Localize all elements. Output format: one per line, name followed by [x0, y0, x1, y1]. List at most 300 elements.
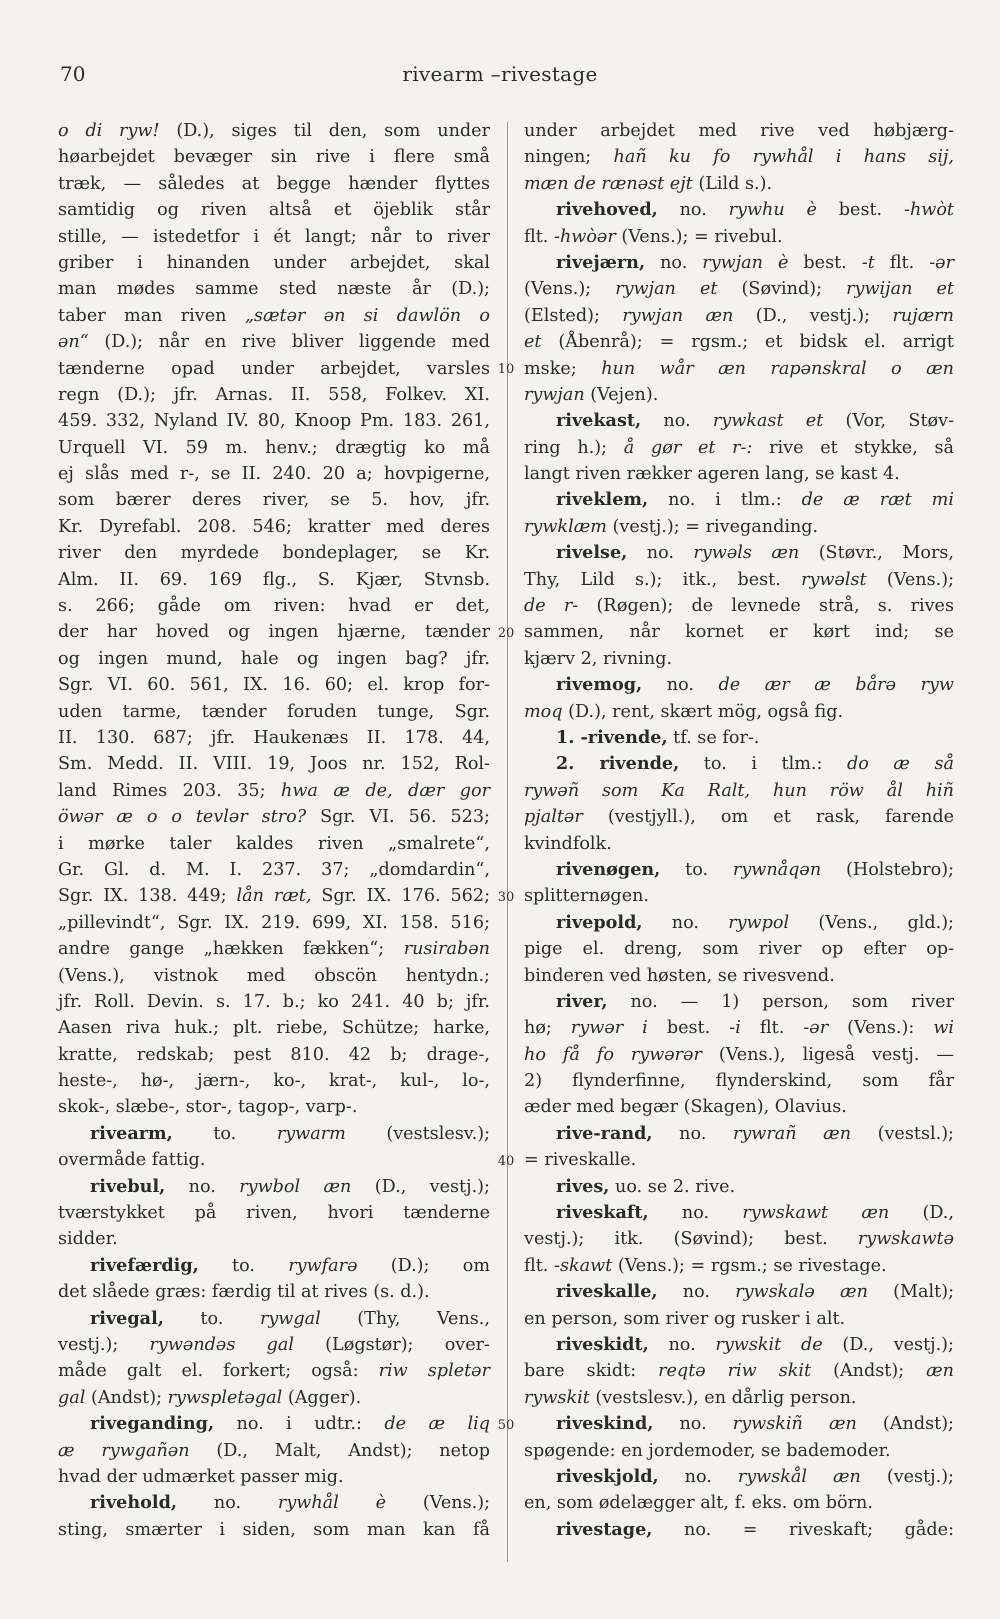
text-line — [58, 1121, 490, 1147]
text-span: (Malt); — [867, 1282, 954, 1303]
text-line — [58, 1147, 490, 1173]
line-number: 40 — [497, 1153, 515, 1169]
text-span: 2) flynderfinne, flynderskind, som får — [524, 1071, 954, 1092]
text-line — [524, 408, 954, 434]
dialect-form: lån ræt, — [236, 886, 312, 907]
text-line — [524, 461, 954, 487]
dialect-form: skawt — [559, 1255, 613, 1276]
text-span: no. i udtr.: — [214, 1414, 385, 1435]
text-span: griber i hinanden under arbejdet, skal — [58, 252, 490, 273]
text-line — [58, 1332, 490, 1358]
text-span: to. — [172, 1123, 277, 1144]
page-number: 70 — [60, 62, 86, 86]
text-span: kratte, redskab; pest 810. 42 b; drage-, — [58, 1044, 490, 1065]
text-line — [58, 989, 490, 1015]
text-span: (D.), rent, skært mög, også fig. — [562, 701, 844, 722]
text-line — [58, 1253, 490, 1279]
text-line — [524, 1358, 954, 1384]
text-line — [58, 408, 490, 434]
text-span: vestj.); — [58, 1334, 150, 1355]
text-line — [58, 1385, 490, 1411]
text-line — [524, 1200, 954, 1226]
text-line — [58, 118, 490, 144]
text-span: no. — [658, 1466, 738, 1487]
text-span: uo. se 2. rive. — [609, 1176, 736, 1197]
headword: river, — [556, 990, 608, 1012]
text-span: overmåde fattig. — [58, 1150, 206, 1171]
text-line — [58, 593, 490, 619]
text-line — [524, 1068, 954, 1094]
text-line — [524, 250, 954, 276]
text-span: (Lild s.). — [692, 173, 773, 194]
dialect-form: rywspletəgal — [167, 1387, 283, 1408]
dialect-form: rywəñ som Ka Ralt, hun röw ål hiñ — [524, 780, 954, 801]
text-line — [58, 144, 490, 170]
dialect-form: rywskawtə — [857, 1229, 954, 1250]
text-span: heste-, hø-, jærn-, ko-, krat-, kul-, lo-, — [58, 1071, 490, 1092]
text-span: (Vens.); = rivebul. — [615, 226, 783, 247]
text-line — [524, 936, 954, 962]
dialect-form: rywrañ æn — [732, 1123, 852, 1144]
dialect-form: mæn de rænəst ejt — [524, 173, 693, 194]
text-span: kvindfolk. — [524, 833, 612, 854]
text-span: sammen, når kornet er kørt ind; se — [524, 622, 954, 643]
text-line — [58, 1438, 490, 1464]
text-line — [58, 382, 490, 408]
text-span: andre gange „hækken fækken“; — [58, 939, 404, 960]
text-span: no. — 1) person, som river — [607, 991, 954, 1012]
dialect-form: gal — [58, 1387, 86, 1408]
dialect-form: rywskiñ æn — [732, 1414, 857, 1435]
text-line — [524, 1464, 954, 1490]
text-span: (D., vestj.); — [733, 305, 893, 326]
text-line — [524, 356, 954, 382]
text-line — [58, 778, 490, 804]
text-line — [524, 1121, 954, 1147]
text-span: og ingen mund, hale og ingen bag? jfr. — [58, 648, 490, 669]
text-span: no. — [642, 912, 729, 933]
headword: rivearm, — [90, 1122, 173, 1144]
text-span: flt. - — [740, 1018, 810, 1039]
headword: riveskjold, — [556, 1465, 659, 1487]
text-span: (Vens.): — [828, 1018, 934, 1039]
dialect-form: rywnåqən — [732, 859, 822, 880]
text-line — [58, 487, 490, 513]
dialect-form: rywəlst — [801, 569, 867, 590]
text-span: (Agger). — [282, 1387, 362, 1408]
headword: rives, — [556, 1175, 610, 1197]
text-span: Alm. II. 69. 169 flg., S. Kjær, Stvnsb. — [58, 569, 490, 590]
dialect-form: riw spletər — [378, 1361, 491, 1382]
text-span: II. 130. 687; jfr. Haukenæs II. 178. 44, — [58, 727, 490, 748]
dialect-form: rywər i — [570, 1018, 648, 1039]
text-line — [58, 936, 490, 962]
text-line — [58, 250, 490, 276]
text-span: (Vens.); — [524, 279, 616, 300]
text-line — [524, 778, 954, 804]
text-line — [58, 672, 490, 698]
text-span: (Holstebro); — [821, 859, 954, 880]
text-span: no. — [657, 1282, 736, 1303]
text-line — [524, 1226, 954, 1252]
text-span: under arbejdet med rive ved høbjærg- — [524, 121, 954, 141]
text-span: no. — [652, 1123, 733, 1144]
text-line — [58, 1174, 490, 1200]
dialect-form: rywjan æn — [622, 305, 734, 326]
dialect-form: rywskit — [524, 1387, 590, 1408]
dialect-form: rywpol — [728, 912, 790, 933]
text-span: det slåede græs: færdig til at rives (s. d.). — [58, 1282, 430, 1303]
text-span: (vestj.); — [860, 1466, 954, 1487]
dialect-form: de r- — [524, 596, 579, 617]
text-span: no. — [645, 252, 703, 273]
text-span: flt. - — [524, 1255, 560, 1276]
headword: rivefærdig, — [90, 1254, 199, 1276]
running-head: rivearm –rivestage — [402, 62, 598, 86]
text-line — [58, 1279, 490, 1305]
dialect-form: æ rywgañən — [58, 1440, 190, 1461]
headword: rivehoved, — [556, 199, 658, 221]
dialect-form: rywskalə æn — [735, 1282, 868, 1303]
text-line — [58, 329, 490, 355]
dialect-form: o di ryw! — [58, 121, 177, 141]
text-span: to. — [660, 859, 733, 880]
text-line — [524, 593, 954, 619]
text-line — [524, 435, 954, 461]
dialect-form: öwər æ o o tevlər stro? — [58, 807, 307, 828]
text-span: vestj.); itk. (Søvind); best. — [524, 1229, 858, 1250]
text-line — [524, 144, 954, 170]
text-span: no. — [627, 543, 694, 564]
text-line — [58, 567, 490, 593]
dialect-form: i — [735, 1018, 741, 1039]
text-span: Urquell VI. 59 m. henv.; drægtig ko må — [58, 437, 490, 458]
text-line — [524, 1411, 954, 1437]
text-span: Sgr. VI. 60. 561, IX. 16. 60; el. krop for- — [58, 675, 490, 696]
text-span: (Thy, Vens., — [320, 1308, 490, 1329]
dialect-form: pjaltər — [524, 807, 583, 828]
page-header — [0, 62, 1000, 102]
text-line — [524, 1147, 954, 1173]
text-line — [524, 1306, 954, 1332]
text-span: (Andst); — [85, 1387, 168, 1408]
text-line — [58, 831, 490, 857]
text-span: no. — [641, 411, 713, 432]
text-line — [524, 725, 954, 751]
text-span: man mødes samme sted næste år (D.); — [58, 279, 490, 300]
text-span: Sm. Medd. II. VIII. 19, Joos nr. 152, Rol- — [58, 754, 490, 775]
text-span: (Støvr., Mors, — [799, 543, 954, 564]
headword: rive-rand, — [556, 1122, 653, 1144]
text-span: Sgr. IX. 176. 562; — [311, 886, 491, 907]
text-span: ningen; — [524, 147, 614, 168]
text-line — [524, 540, 954, 566]
text-line — [58, 1411, 490, 1437]
text-line — [58, 356, 490, 382]
text-span: best. - — [816, 200, 910, 221]
dialect-form: et — [524, 332, 542, 353]
text-span: Kr. Dyrefabl. 208. 546; kratter med deres — [58, 516, 490, 537]
text-span: no. — [165, 1176, 240, 1197]
text-span: (Vens.), vistnok med obscön hentydn.; — [58, 965, 490, 986]
text-span: (Elsted); — [524, 305, 623, 326]
text-line — [524, 276, 954, 302]
dialect-form: æn — [926, 1361, 954, 1382]
text-line — [524, 1174, 954, 1200]
text-line — [58, 963, 490, 989]
text-span: (Vens., gld.); — [789, 912, 954, 933]
dialect-form: „sætər ən si dawlön o — [244, 305, 490, 326]
text-span: (Åbenrå); = rgsm.; et bidsk el. arrigt — [541, 332, 954, 353]
text-span: sting, smærter i siden, som man kan få — [58, 1519, 490, 1540]
text-line — [524, 1490, 954, 1516]
text-span: (Vens.), ligeså vestj. — — [701, 1044, 954, 1065]
text-span: „pillevindt“, Sgr. IX. 219. 699, XI. 158. 516; — [58, 912, 490, 933]
text-span: hvad der udmærket passer mig. — [58, 1466, 344, 1487]
headword: rivelse, — [556, 542, 628, 564]
text-span: (Søvind); — [717, 279, 847, 300]
text-span: stille, — istedetfor i ét langt; når to river — [58, 226, 490, 247]
text-span: Thy, Lild s.); itk., best. — [524, 569, 802, 590]
dialect-form: hun wår æn rapənskral o æn — [601, 358, 954, 379]
text-span: (D.), siges til den, som under — [176, 121, 490, 141]
text-line — [524, 883, 954, 909]
text-line — [524, 804, 954, 830]
text-span: måde galt el. forkert; også: — [58, 1361, 379, 1382]
text-span: (D.); når en rive bliver liggende med — [88, 332, 490, 353]
text-span: æder med begær (Skagen), Olavius. — [524, 1097, 847, 1118]
dialect-form: rywəls æn — [693, 543, 800, 564]
dialect-form: rywfarə — [288, 1255, 358, 1276]
text-line — [58, 883, 490, 909]
text-span: s. 266; gåde om riven: hvad er det, — [58, 596, 490, 617]
text-span: (Andst); — [856, 1414, 954, 1435]
text-line — [524, 989, 954, 1015]
text-line — [524, 118, 954, 144]
text-span: kjærv 2, rivning. — [524, 648, 673, 669]
text-line — [58, 646, 490, 672]
text-span: hø; — [524, 1018, 571, 1039]
dialect-form: rywgal — [259, 1308, 321, 1329]
text-span: flt. - — [524, 226, 560, 247]
headword: rivekast, — [556, 410, 642, 432]
text-line — [58, 1042, 490, 1068]
dialect-form: hwa æ de, dær gor — [281, 780, 490, 801]
text-span: pige el. dreng, som river op efter op- — [524, 939, 954, 960]
text-line — [524, 303, 954, 329]
text-span: en, som ødelægger alt, f. eks. om börn. — [524, 1493, 873, 1514]
text-span: (vestslesv.); — [345, 1123, 490, 1144]
text-line — [58, 804, 490, 830]
dialect-form: rywskit de — [715, 1334, 823, 1355]
dialect-form: ər — [935, 252, 954, 273]
text-span: som bærer deres river, se 5. hov, jfr. — [58, 490, 490, 511]
dialect-form: hwòər — [559, 226, 616, 247]
text-line — [524, 1253, 954, 1279]
text-span: (vestj.); = riveganding. — [606, 516, 819, 537]
text-span: (Andst); — [811, 1361, 927, 1382]
headword: rivehold, — [90, 1492, 178, 1514]
text-line — [58, 197, 490, 223]
dialect-form: moq — [524, 701, 563, 722]
text-line — [524, 1517, 954, 1543]
text-span: land Rimes 203. 35; — [58, 780, 282, 801]
headword: rivebul, — [90, 1175, 166, 1197]
text-span: regn (D.); jfr. Arnas. II. 558, Folkev. XI. — [58, 384, 490, 405]
text-line — [524, 487, 954, 513]
dialect-form: rywjan è — [702, 252, 789, 273]
text-span: (vestslesv.), en dårlig person. — [589, 1387, 857, 1408]
text-span: samtidig og riven altså et öjeblik står — [58, 200, 490, 221]
text-span: no. = riveskaft; gåde: — [652, 1519, 954, 1540]
headword: rivemog, — [556, 674, 643, 696]
headword: riveganding, — [90, 1413, 215, 1435]
text-span: høarbejdet bevæger sin rive i flere små — [58, 147, 490, 168]
headword: 1. -rivende, — [556, 726, 668, 748]
dialect-form: rywkast et — [712, 411, 824, 432]
right-column — [524, 118, 954, 1543]
headword: riveskalle, — [556, 1281, 658, 1303]
dialect-form: rywijan et — [846, 279, 954, 300]
dialect-form: rywklæm — [524, 516, 607, 537]
text-line — [58, 1306, 490, 1332]
text-span: (Løgstør); over- — [293, 1334, 490, 1355]
text-span: (Vor, Støv- — [823, 411, 954, 432]
text-line — [524, 646, 954, 672]
text-span: tænderne opad under arbejdet, varsles — [58, 358, 490, 379]
text-line — [524, 751, 954, 777]
text-span: to. — [198, 1255, 289, 1276]
text-line — [524, 1332, 954, 1358]
text-span: no. — [177, 1493, 278, 1514]
text-line — [524, 1094, 954, 1120]
headword: riveklem, — [556, 489, 649, 511]
text-line — [524, 1279, 954, 1305]
text-line — [524, 1042, 954, 1068]
text-line — [524, 963, 954, 989]
dialect-form: rywbol æn — [239, 1176, 352, 1197]
dialect-form: rywhål è — [277, 1493, 387, 1514]
text-line — [524, 514, 954, 540]
text-span: jfr. Roll. Devin. s. 17. b.; ko 241. 40 b; jfr. — [58, 991, 490, 1012]
dialect-form: de æ liq — [384, 1414, 490, 1435]
text-span: (D., vestj.); — [822, 1334, 954, 1355]
text-span: (Røgen); de levnede strå, s. rives — [578, 596, 954, 617]
headword: riveskind, — [556, 1413, 654, 1435]
text-span: Sgr. VI. 56. 523; — [306, 807, 490, 828]
text-span: no. — [648, 1203, 743, 1224]
text-line — [524, 382, 954, 408]
dialect-form: rywskål æn — [737, 1466, 861, 1487]
text-line — [524, 329, 954, 355]
text-line — [58, 435, 490, 461]
text-line — [58, 461, 490, 487]
text-span: (Vens.); = rgsm.; se rivestage. — [612, 1255, 887, 1276]
text-span: tværstykket på riven, hvori tænderne — [58, 1203, 490, 1224]
text-span: spøgende: en jordemoder, se bademoder. — [524, 1440, 891, 1461]
text-span: rive et stykke, så — [752, 437, 955, 458]
text-span: ej slås med r-, se II. 240. 20 a; hovpigerne, — [58, 464, 490, 485]
text-line — [58, 725, 490, 751]
text-line — [524, 171, 954, 197]
text-line — [58, 751, 490, 777]
headword: riveskaft, — [556, 1202, 649, 1224]
line-number: 50 — [497, 1417, 515, 1433]
text-line — [58, 1464, 490, 1490]
dialect-form: ən“ — [58, 332, 89, 353]
text-line — [524, 857, 954, 883]
text-line — [58, 857, 490, 883]
text-line — [524, 224, 954, 250]
text-span: best. - — [788, 252, 868, 273]
text-span: tf. se for-. — [667, 727, 760, 748]
text-line — [58, 1068, 490, 1094]
text-line — [524, 619, 954, 645]
text-span: (Vejen). — [584, 384, 659, 405]
text-span: no. — [642, 675, 719, 696]
headword: rivenøgen, — [556, 858, 661, 880]
headword: rivestage, — [556, 1518, 653, 1540]
text-span: no. i tlm.: — [648, 490, 802, 511]
text-line — [58, 303, 490, 329]
text-span: taber man riven — [58, 305, 245, 326]
text-span: (Vens.); — [866, 569, 955, 590]
text-span: no. — [648, 1334, 716, 1355]
dialect-form: rywjan et — [615, 279, 718, 300]
text-span: flt. - — [874, 252, 936, 273]
text-line — [524, 197, 954, 223]
text-line — [524, 910, 954, 936]
text-span: sidder. — [58, 1229, 118, 1250]
line-number: 20 — [497, 625, 515, 641]
text-span: to. i tlm.: — [679, 754, 847, 775]
dialect-form: rywskawt æn — [742, 1203, 890, 1224]
text-span: der har hoved og ingen hjærne, tænder — [58, 622, 490, 643]
text-span: (D.); om — [357, 1255, 490, 1276]
headword: rivepold, — [556, 911, 643, 933]
text-span: (vestsl.); — [851, 1123, 954, 1144]
dialect-form: t — [867, 252, 875, 273]
text-line — [58, 224, 490, 250]
dialect-form: rusirabən — [403, 939, 490, 960]
text-span: no. — [653, 1414, 733, 1435]
text-span: (D., Malt, Andst); netop — [189, 1440, 490, 1461]
text-span: (vestjyll.), om et rask, farende — [582, 807, 954, 828]
dialect-form: rywarm — [276, 1123, 346, 1144]
text-line — [58, 619, 490, 645]
text-line — [58, 514, 490, 540]
text-line — [58, 171, 490, 197]
text-line — [524, 699, 954, 725]
dialect-form: rywhu è — [728, 200, 817, 221]
dialect-form: de æ ræt mi — [801, 490, 954, 511]
dialect-form: hañ ku fo rywhål i hans sij, — [613, 147, 954, 168]
dialect-form: rujærn — [892, 305, 954, 326]
text-span: 459. 332, Nyland IV. 80, Knoop Pm. 183. 261, — [58, 411, 490, 432]
line-number: 10 — [497, 361, 515, 377]
dialect-form: rywəndəs gal — [149, 1334, 294, 1355]
text-span: binderen ved høsten, se rivesvend. — [524, 965, 835, 986]
text-span: ring h.); — [524, 437, 624, 458]
headword: rivegal, — [90, 1307, 164, 1329]
text-span: (Vens.); — [386, 1493, 490, 1514]
dialect-form: rywjan — [524, 384, 585, 405]
text-line — [58, 699, 490, 725]
text-line — [524, 1015, 954, 1041]
text-span: i mørke taler kaldes riven „smalrete“, — [58, 833, 490, 854]
text-line — [58, 910, 490, 936]
text-span: Sgr. IX. 138. 449; — [58, 886, 237, 907]
